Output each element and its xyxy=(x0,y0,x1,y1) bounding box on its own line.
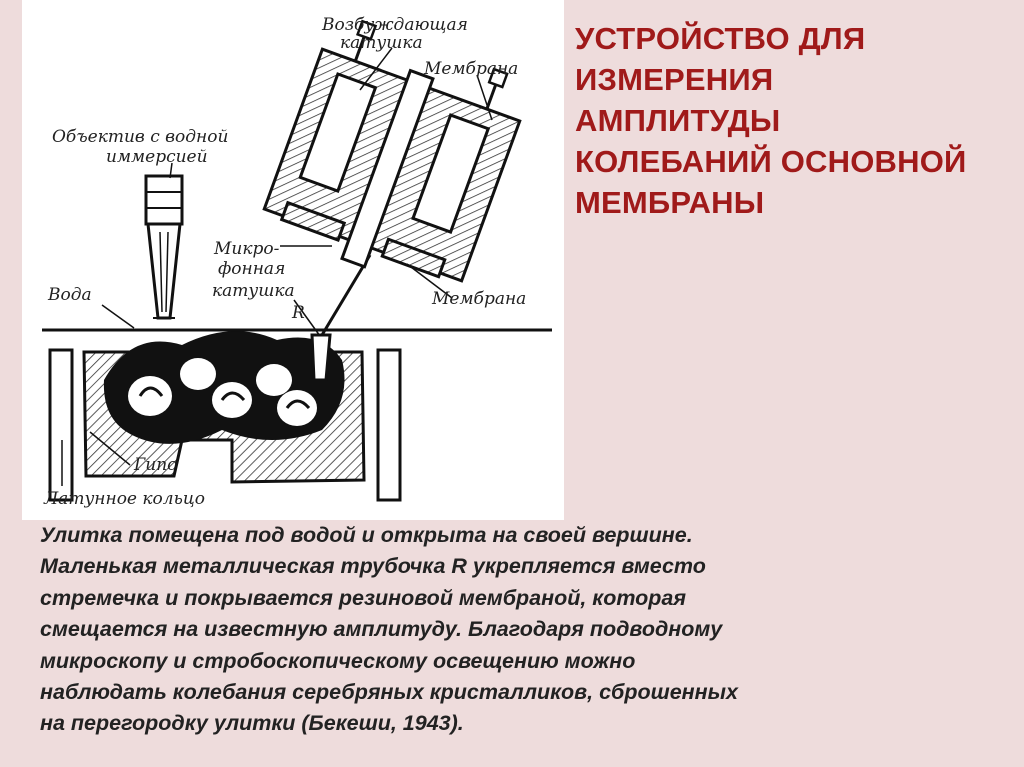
apparatus-diagram xyxy=(22,0,564,520)
diagram-svg xyxy=(22,0,564,520)
body-line: стремечка и покрывается резиновой мембраной, которая xyxy=(40,585,687,610)
title-line: МЕМБРАНЫ xyxy=(575,185,765,220)
excitation-coil-assembly xyxy=(257,12,533,300)
cochlea-turn-3 xyxy=(212,382,252,418)
body-line: наблюдать колебания серебряных кристалликов, сброшенных xyxy=(40,680,738,705)
title-line: КОЛЕБАНИЙ ОСНОВНОЙ xyxy=(575,144,967,179)
label-objective-1: Объектив с водной xyxy=(52,127,229,147)
body-line: Маленькая металлическая трубочка R укрепляется вместо xyxy=(40,554,706,579)
body-line: микроскопу и стробоскопическому освещению можно xyxy=(40,648,636,673)
brass-ring-left xyxy=(50,350,72,500)
label-brass-ring: Латунное кольцо xyxy=(44,489,205,509)
title-line: УСТРОЙСТВО ДЛЯ xyxy=(575,21,866,56)
tube-r xyxy=(312,335,330,380)
label-water: Вода xyxy=(48,285,92,305)
label-excitation-coil-2: катушка xyxy=(340,33,423,53)
label-objective-2: иммерсией xyxy=(106,147,208,167)
label-membrane-bottom: Мембрана xyxy=(432,289,527,309)
label-gypsum: Гипс xyxy=(134,455,177,475)
body-text xyxy=(40,520,1000,740)
cochlea-turn-2 xyxy=(180,358,216,390)
body-line: на перегородку улитки (Бекеши, 1943). xyxy=(40,711,464,736)
body-line: смещается на известную амплитуду. Благодаря подводному xyxy=(40,617,723,642)
label-r: R xyxy=(292,303,305,323)
brass-ring-right xyxy=(378,350,400,500)
cochlea-turn-1 xyxy=(128,376,172,416)
cochlea-turn-5 xyxy=(277,390,317,426)
objective-lens xyxy=(146,176,182,318)
body-line: Улитка помещена под водой и открыта на своей вершине. xyxy=(40,523,693,547)
label-micro-coil-2: фонная xyxy=(218,259,286,279)
label-membrane-top: Мембрана xyxy=(424,59,519,79)
title-line: ИЗМЕРЕНИЯ xyxy=(575,62,774,97)
title-line: АМПЛИТУДЫ xyxy=(575,103,781,138)
label-micro-coil-3: катушка xyxy=(212,281,295,301)
label-micro-coil-1: Микро- xyxy=(214,239,280,259)
slide-title xyxy=(575,18,1015,223)
label-excitation-coil-1: Возбуждающая xyxy=(322,15,468,35)
cochlea-turn-4 xyxy=(256,364,292,396)
